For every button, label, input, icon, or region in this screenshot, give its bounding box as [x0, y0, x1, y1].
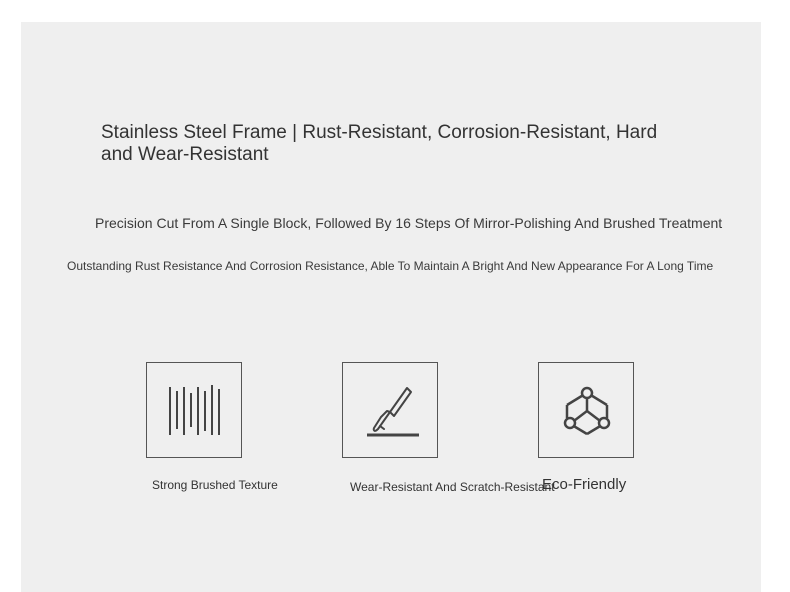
feature-label-eco: Eco-Friendly: [542, 476, 627, 493]
feature-card-brushed: [146, 362, 242, 458]
feature-card-scratch: [342, 362, 438, 458]
feature-label-brushed: Strong Brushed Texture: [152, 478, 278, 492]
feature-card-eco: [538, 362, 634, 458]
content-panel: [21, 22, 761, 592]
brushed-lines-icon: [165, 381, 225, 441]
headline: Stainless Steel Frame | Rust-Resistant, Corrosion-Resistant, Hard and Wear-Resistant: [101, 122, 658, 165]
subheading-rust-resistance: Outstanding Rust Resistance And Corrosion Resistance, Able To Maintain A Bright And New Appearance For A Long Time: [67, 259, 714, 273]
scalpel-icon: [361, 381, 421, 441]
subheading-precision-cut: Precision Cut From A Single Block, Followed By 16 Steps Of Mirror-Polishing And Brushed Treatment: [95, 215, 723, 231]
molecule-icon: [557, 381, 617, 441]
feature-label-scratch: Wear-Resistant And Scratch-Resistant: [350, 480, 555, 494]
